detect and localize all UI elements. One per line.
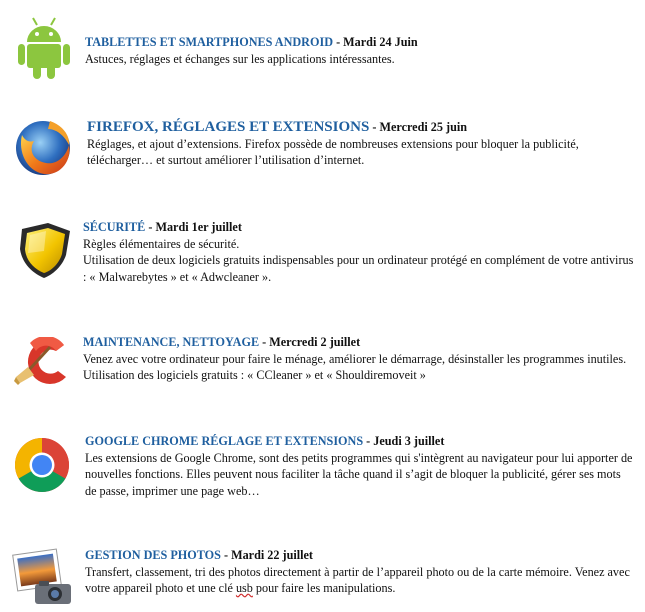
android-icon	[16, 16, 72, 80]
entry-title: SÉCURITÉ	[83, 220, 146, 234]
entry-title: GESTION DES PHOTOS	[85, 548, 221, 562]
entry-date: - Mercredi 25 juin	[369, 120, 468, 134]
entry-text	[85, 433, 635, 499]
security-shield-icon	[14, 221, 74, 279]
entry-description: Venez avec votre ordinateur pour faire le ménage, améliorer le démarrage, désinstaller les programmes inutiles. Utilisation des logiciels gratuits : « CCleaner » et « Shouldiremoveit »	[83, 351, 627, 382]
chrome-icon	[13, 436, 71, 494]
spellcheck-mark: usb	[235, 581, 253, 595]
entry-description-part: Transfert, classement, tri des photos directement à partir de l’appareil photo ou de la carte mémoire. Venez avec votre appareil photo et une clé	[85, 564, 630, 595]
entry-text	[83, 219, 635, 285]
entry-description: Réglages, et ajout d’extensions. Firefox possède de nombreuses extensions pour bloquer la publicité, télécharger… et surtout améliorer l’utilisation d’internet.	[87, 136, 579, 167]
entry-title: FIREFOX, RÉGLAGES ET EXTENSIONS	[87, 119, 370, 135]
entry-text	[87, 119, 632, 169]
entry-text	[85, 34, 635, 67]
entry-date: - Jeudi 3 juillet	[363, 434, 445, 448]
entry-description-part: pour faire les manipulations.	[252, 581, 396, 595]
photo-camera-icon	[11, 548, 75, 606]
ccleaner-icon	[10, 337, 72, 387]
entry-text	[83, 334, 635, 384]
entry-title: TABLETTES ET SMARTPHONES ANDROID	[85, 35, 334, 49]
entry-date: - Mardi 1er juillet	[145, 220, 242, 234]
entry-description: Astuces, réglages et échanges sur les applications intéressantes.	[85, 51, 395, 66]
firefox-icon	[12, 117, 74, 179]
entry-description	[85, 564, 635, 597]
entry-description: Règles élémentaires de sécurité. Utilisation de deux logiciels gratuits indispensables pour un ordinateur protégé en complément de votre antivirus : « Malwarebytes » et « Adwcleaner ».	[83, 236, 634, 284]
entry-date: - Mardi 22 juillet	[220, 548, 313, 562]
entry-title: GOOGLE CHROME RÉGLAGE ET EXTENSIONS	[85, 434, 364, 448]
entry-date: - Mercredi 2 juillet	[259, 335, 361, 349]
entry-title: MAINTENANCE, NETTOYAGE	[83, 335, 260, 349]
entry-date: - Mardi 24 Juin	[333, 35, 418, 49]
entry-text	[85, 547, 635, 597]
entry-description: Les extensions de Google Chrome, sont des petits programmes qui s'intègrent au navigateur pour lui apporter de nouvelles fonctions. Elles peuvent nous faciliter la tâche quand il s’agit de bloquer la publicité, gérer ses mots de passe, imprimer une page web…	[85, 450, 633, 498]
